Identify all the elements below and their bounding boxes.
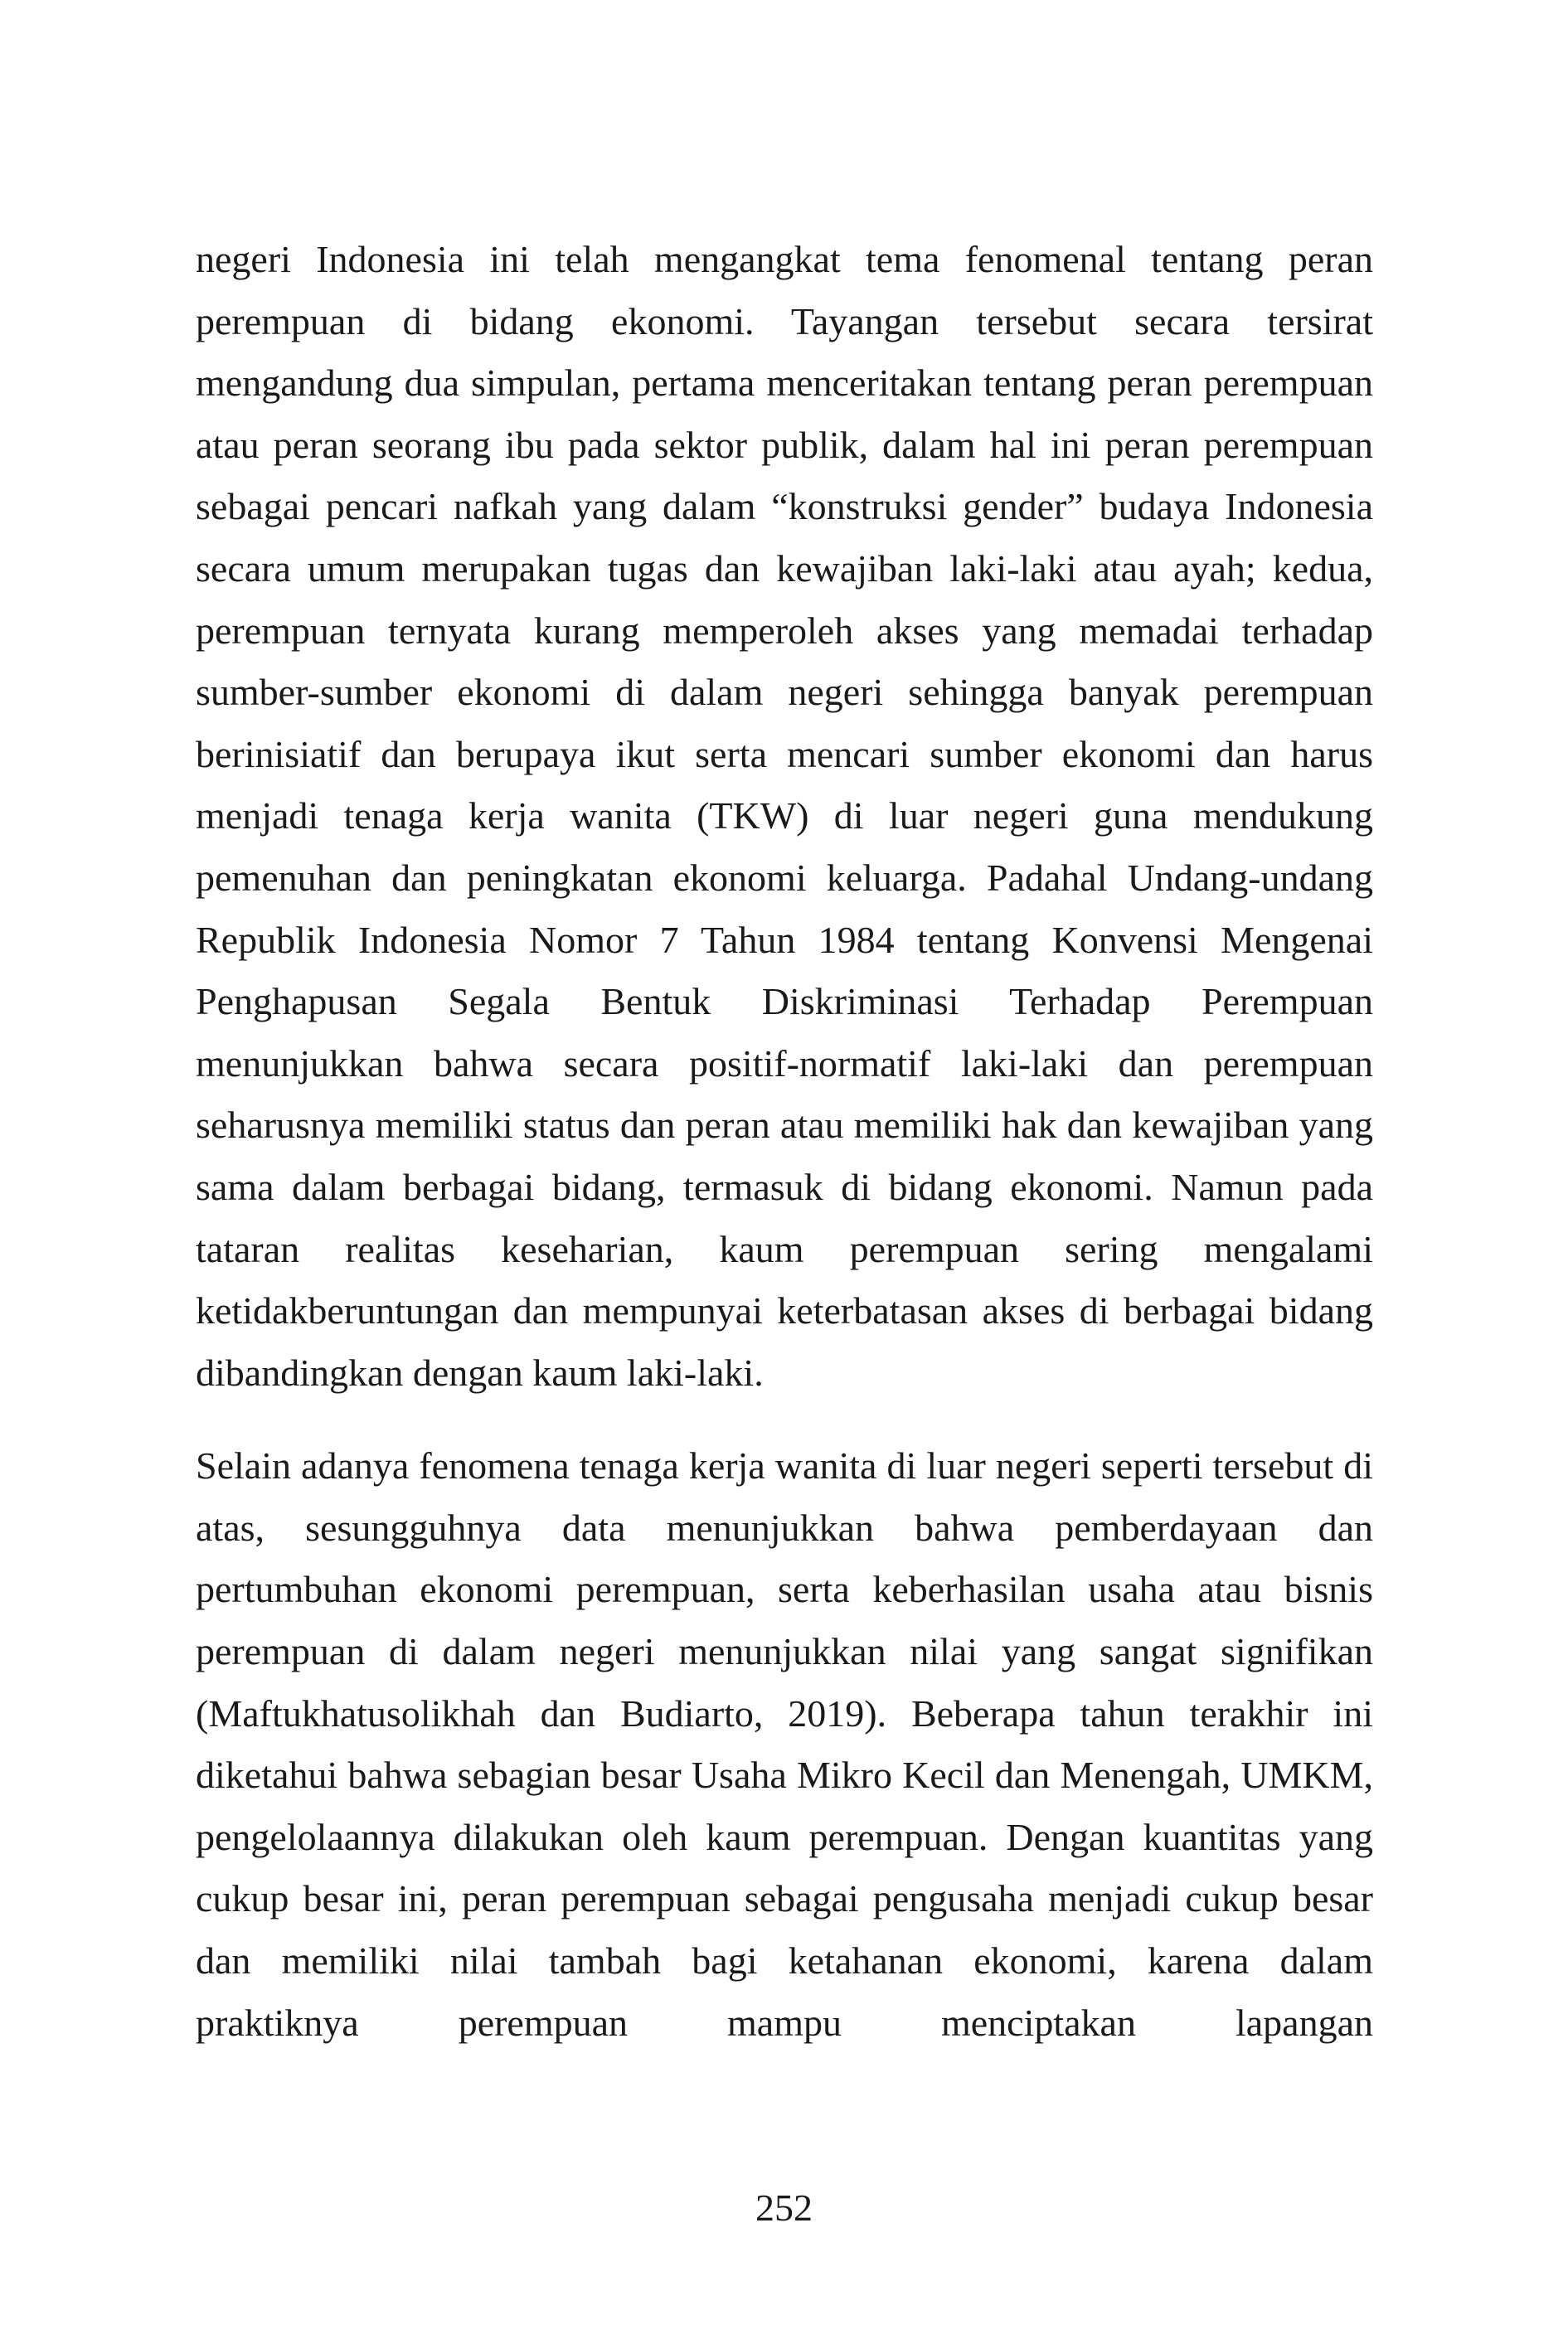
paragraph-1: negeri Indonesia ini telah mengangkat tema fenomenal tentang peran perempuan di bidang ekonomi. Tayangan tersebut secara tersirat mengandung dua simpulan, pertama menceritakan tentang peran perempuan atau peran seorang ibu pada sektor publik, dalam hal ini peran perempuan sebagai pencari nafkah yang dalam “konstruksi gender” budaya Indonesia secara umum merupakan tugas dan kewajiban laki-laki atau ayah; kedua, perempuan ternyata kurang memperoleh akses yang memadai terhadap sumber-sumber ekonomi di dalam negeri sehingga banyak perempuan berinisiatif dan berupaya ikut serta mencari sumber ekonomi dan harus menjadi tenaga kerja wanita (TKW) di luar negeri guna mendukung pemenuhan dan peningkatan ekonomi keluarga. Padahal Undang-undang Republik Indonesia Nomor 7 Tahun 1984 tentang Konvensi Mengenai Penghapusan Segala Bentuk Diskriminasi Terhadap Perempuan menunjukkan bahwa secara positif-normatif laki-laki dan perempuan seharusnya memiliki status dan peran atau memiliki hak dan kewajiban yang sama dalam berbagai bidang, termasuk di bidang ekonomi. Namun pada tataran realitas keseharian, kaum perempuan sering mengalami ketidakberuntungan dan mempunyai keterbatasan akses di berbagai bidang dibandingkan dengan kaum laki-laki. xyxy=(196,238,1373,1394)
page-number: 252 xyxy=(755,2186,813,2229)
body-text xyxy=(196,229,1373,2054)
paragraph-2: Selain adanya fenomena tenaga kerja wanita di luar negeri seperti tersebut di atas, sesungguhnya data menunjukkan bahwa pemberdayaan dan pertumbuhan ekonomi perempuan, serta keberhasilan usaha atau bisnis perempuan di dalam negeri menunjukkan nilai yang sangat signifikan (Maftukhatusolikhah dan Budiarto, 2019). Beberapa tahun terakhir ini diketahui bahwa sebagian besar Usaha Mikro Kecil dan Menengah, UMKM, pengelolaannya dilakukan oleh kaum perempuan. Dengan kuantitas yang cukup besar ini, peran perempuan sebagai pengusaha menjadi cukup besar dan memiliki nilai tambah bagi ketahanan ekonomi, karena dalam praktiknya perempuan mampu menciptakan lapangan xyxy=(196,1444,1373,2044)
